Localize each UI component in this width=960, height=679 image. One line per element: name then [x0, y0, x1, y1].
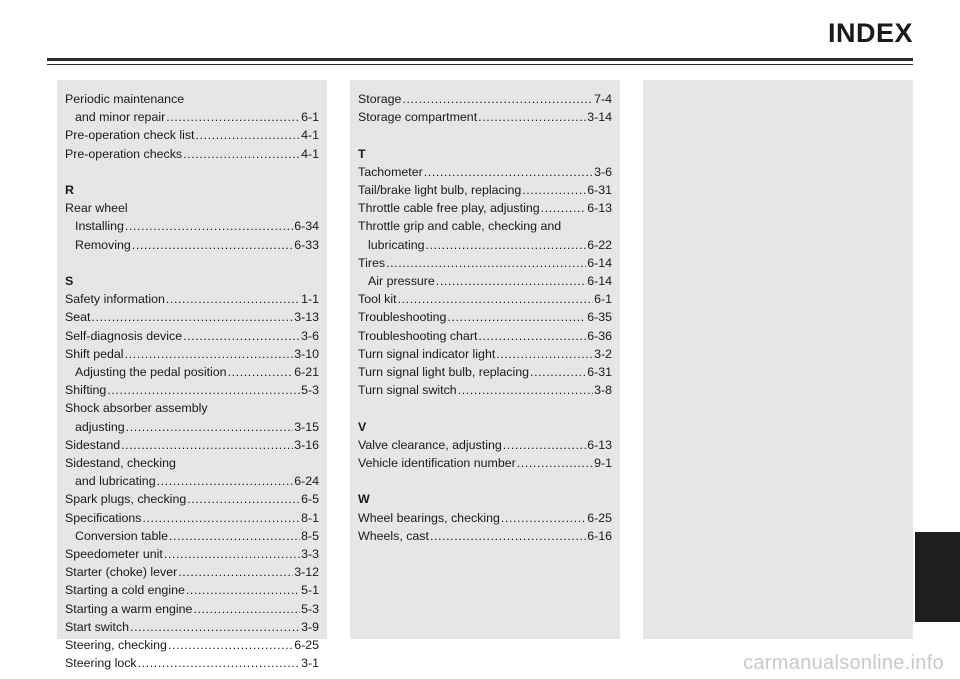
index-entry — [65, 618, 319, 636]
index-entry-label: Shift pedal — [65, 346, 124, 361]
index-entry-label: and lubricating — [75, 474, 156, 489]
index-page-ref: 5-3 — [301, 383, 319, 398]
dot-leader — [496, 345, 593, 363]
index-entry — [358, 345, 612, 363]
index-entry-label: Sidestand — [65, 437, 121, 452]
index-entry-label: Steering, checking — [65, 638, 167, 653]
dot-leader — [183, 327, 300, 345]
index-entry — [65, 654, 319, 672]
index-entry — [358, 327, 612, 345]
index-page-ref: 3-12 — [294, 565, 319, 580]
watermark: carmanualsonline.info — [743, 652, 944, 674]
index-letter-heading: S — [65, 274, 74, 288]
index-entry-label: Tail/brake light bulb, replacing — [358, 183, 522, 197]
index-entry — [358, 181, 612, 199]
index-entry-label: Storage — [358, 92, 402, 106]
index-letter-heading: W — [358, 492, 370, 507]
index-entry-label: lubricating — [368, 237, 425, 252]
index-entry-label: and minor repair — [75, 110, 166, 125]
index-entry-label: Steering lock — [65, 656, 137, 671]
dot-leader — [478, 108, 586, 126]
dot-leader — [398, 290, 594, 308]
index-entry-label: Tool kit — [358, 292, 397, 307]
dot-leader — [125, 217, 293, 235]
index-entry-label: Start switch — [65, 619, 130, 634]
index-entry-label: Adjusting the pedal position — [75, 365, 227, 380]
index-entry — [65, 436, 319, 454]
index-entry-label: Self-diagnosis device — [65, 328, 183, 343]
index-entry — [358, 527, 612, 545]
index-entry — [65, 290, 319, 308]
index-entry — [65, 545, 319, 563]
index-entry-label: Tachometer — [358, 164, 423, 179]
dot-leader — [178, 563, 293, 581]
index-entry — [358, 381, 612, 399]
index-page-ref: 6-22 — [587, 237, 612, 252]
index-page-ref: 3-2 — [594, 346, 612, 361]
dot-leader — [447, 308, 586, 326]
index-entry-label: Troubleshooting chart — [358, 328, 478, 343]
index-entry-label: Starter (choke) lever — [65, 565, 178, 580]
index-entry-label: Speedometer unit — [65, 547, 163, 562]
dot-leader — [125, 345, 294, 363]
dot-leader — [126, 418, 294, 436]
index-page-ref: 6-1 — [594, 292, 612, 307]
dot-leader — [132, 236, 293, 254]
index-entry-label: Storage compartment — [358, 110, 478, 125]
index-page-ref: 6-24 — [294, 474, 319, 489]
index-page-ref: 3-13 — [294, 310, 319, 325]
index-entry-label: Valve clearance, adjusting — [358, 437, 502, 452]
index-entry-label: Wheels, cast — [358, 528, 429, 543]
index-entry — [65, 509, 319, 527]
index-entry — [358, 163, 612, 181]
dot-leader — [166, 290, 300, 308]
index-entry-label: adjusting — [75, 419, 125, 434]
index-entry-label: Seat — [65, 310, 91, 325]
dot-leader — [503, 436, 586, 454]
index-page-ref: 3-6 — [301, 328, 319, 343]
index-entry-label: Starting a cold engine — [65, 583, 185, 598]
index-entry-label: Turn signal light bulb, replacing — [358, 365, 530, 380]
index-entry-label: Pre-operation checks — [65, 146, 183, 161]
page-title: INDEX — [827, 18, 913, 48]
dot-leader — [501, 509, 586, 527]
index-subentry — [65, 363, 319, 381]
index-column-1 — [57, 80, 327, 671]
dot-leader — [430, 527, 586, 545]
index-entry-label: Safety information — [65, 292, 165, 307]
dot-leader — [530, 363, 586, 381]
index-page-ref: 3-15 — [294, 419, 319, 434]
index-entry — [65, 327, 319, 345]
index-entry-label: Turn signal switch — [358, 383, 457, 398]
index-entry — [358, 199, 612, 217]
index-entry-label: Troubleshooting — [358, 310, 447, 325]
index-page-ref: 3-16 — [294, 437, 319, 452]
index-page-ref: 3-3 — [301, 547, 319, 562]
index-page-ref: 6-13 — [587, 201, 612, 216]
dot-leader — [187, 490, 300, 508]
index-page-ref: 6-21 — [294, 365, 319, 380]
index-entry-heading: Throttle grip and cable, checking and — [358, 219, 562, 234]
dot-leader — [166, 108, 300, 126]
index-entry-label: Installing — [75, 219, 124, 234]
index-page-ref: 3-10 — [294, 346, 319, 361]
dot-leader — [517, 454, 593, 472]
index-page-ref: 6-35 — [587, 310, 612, 325]
index-entry — [358, 290, 612, 308]
index-entry-label: Throttle cable free play, adjusting — [358, 201, 540, 216]
dot-leader — [193, 600, 300, 618]
dot-leader — [92, 308, 294, 326]
dot-leader — [458, 381, 593, 399]
index-page-ref: 6-34 — [294, 219, 319, 234]
index-page-ref: 9-1 — [594, 456, 612, 471]
index-page-ref: 4-1 — [301, 146, 319, 161]
index-page-ref: 6-31 — [587, 365, 612, 380]
index-entry-label: Tires — [358, 255, 386, 270]
dot-leader — [130, 618, 300, 636]
dot-leader — [478, 327, 586, 345]
index-entry-heading: Sidestand, checking — [65, 456, 176, 471]
index-entry-label: Shifting — [65, 383, 107, 398]
index-entry-label: Wheel bearings, checking — [358, 510, 500, 525]
index-entry — [65, 600, 319, 618]
dot-leader — [121, 436, 293, 454]
index-page-ref: 4-1 — [301, 128, 319, 143]
index-column-3 — [643, 80, 913, 639]
section-tab — [915, 532, 960, 622]
index-entry-heading: Shock absorber assembly — [65, 401, 208, 416]
index-entry — [65, 145, 319, 163]
index-subentry — [358, 272, 612, 290]
index-entry — [65, 381, 319, 399]
dot-leader — [138, 654, 300, 672]
index-entry — [65, 308, 319, 326]
dot-leader — [425, 236, 586, 254]
index-entry-heading: Rear wheel — [65, 201, 128, 216]
dot-leader — [424, 163, 593, 181]
dot-leader — [169, 527, 300, 545]
index-page-ref: 5-1 — [301, 583, 319, 598]
dot-leader — [157, 472, 294, 490]
index-entry — [358, 436, 612, 454]
dot-leader — [168, 636, 293, 654]
index-entry-label: Conversion table — [75, 528, 168, 543]
index-page-ref: 3-8 — [594, 383, 612, 398]
index-subentry — [65, 472, 319, 490]
dot-leader — [522, 181, 586, 199]
dot-leader — [164, 545, 300, 563]
index-page-ref: 1-1 — [301, 292, 319, 307]
index-page-ref: 6-36 — [587, 328, 612, 343]
index-subentry — [65, 217, 319, 235]
index-list-2 — [358, 90, 612, 545]
index-entry-label: Specifications — [65, 510, 142, 525]
index-column-2 — [350, 80, 620, 639]
index-entry-label: Vehicle identification number — [358, 456, 516, 471]
dot-leader — [386, 254, 586, 272]
dot-leader — [142, 509, 300, 527]
index-subentry — [358, 236, 612, 254]
dot-leader — [402, 90, 593, 108]
index-entry — [358, 308, 612, 326]
index-entry-label: Starting a warm engine — [65, 601, 193, 616]
index-subentry — [65, 108, 319, 126]
index-page-ref: 6-14 — [587, 255, 612, 270]
dot-leader — [183, 145, 300, 163]
dot-leader — [107, 381, 300, 399]
dot-leader — [541, 199, 587, 217]
index-entry — [358, 254, 612, 272]
dot-leader — [436, 272, 586, 290]
index-letter-heading: R — [65, 183, 74, 197]
index-page-ref: 3-14 — [587, 110, 612, 125]
index-entry-label: Pre-operation check list — [65, 128, 195, 143]
index-entry — [358, 509, 612, 527]
index-entry-label: Removing — [75, 237, 131, 252]
header-rule-thin — [47, 64, 913, 65]
header-rule-thick — [47, 58, 913, 61]
index-letter-heading: T — [358, 146, 366, 161]
index-entry — [358, 108, 612, 126]
index-page-ref: 6-33 — [294, 237, 319, 252]
index-page-ref: 8-5 — [301, 528, 319, 543]
dot-leader — [195, 126, 300, 144]
index-page-ref: 6-5 — [301, 492, 319, 507]
index-letter-heading: V — [358, 419, 367, 434]
index-entry — [65, 581, 319, 599]
index-subentry — [65, 418, 319, 436]
index-subentry — [65, 527, 319, 545]
index-page-ref: 6-25 — [587, 510, 612, 525]
index-page-ref: 3-6 — [594, 164, 612, 179]
dot-leader — [186, 581, 300, 599]
index-entry — [358, 363, 612, 381]
index-entry — [65, 126, 319, 144]
index-entry-label: Turn signal indicator light — [358, 346, 496, 361]
index-subentry — [65, 236, 319, 254]
index-entry — [65, 636, 319, 654]
index-page-ref: 6-31 — [587, 183, 612, 197]
index-page-ref: 7-4 — [594, 92, 612, 106]
dot-leader — [228, 363, 294, 381]
index-entry — [358, 454, 612, 472]
index-entry-heading: Periodic maintenance — [65, 92, 185, 106]
index-page-ref: 3-9 — [301, 619, 319, 634]
index-list-1 — [65, 90, 319, 672]
index-page-ref: 6-25 — [294, 638, 319, 653]
index-entry-label: Air pressure — [368, 274, 435, 289]
index-entry — [358, 90, 612, 108]
index-page-ref: 5-3 — [301, 601, 319, 616]
index-page-ref: 6-14 — [587, 274, 612, 289]
index-entry — [65, 345, 319, 363]
index-entry — [65, 490, 319, 508]
index-entry — [65, 563, 319, 581]
index-page-ref: 3-1 — [301, 656, 319, 671]
index-page-ref: 6-1 — [301, 110, 319, 125]
index-page-ref: 6-16 — [587, 528, 612, 543]
index-entry-label: Spark plugs, checking — [65, 492, 187, 507]
index-page-ref: 6-13 — [587, 437, 612, 452]
index-page-ref: 8-1 — [301, 510, 319, 525]
